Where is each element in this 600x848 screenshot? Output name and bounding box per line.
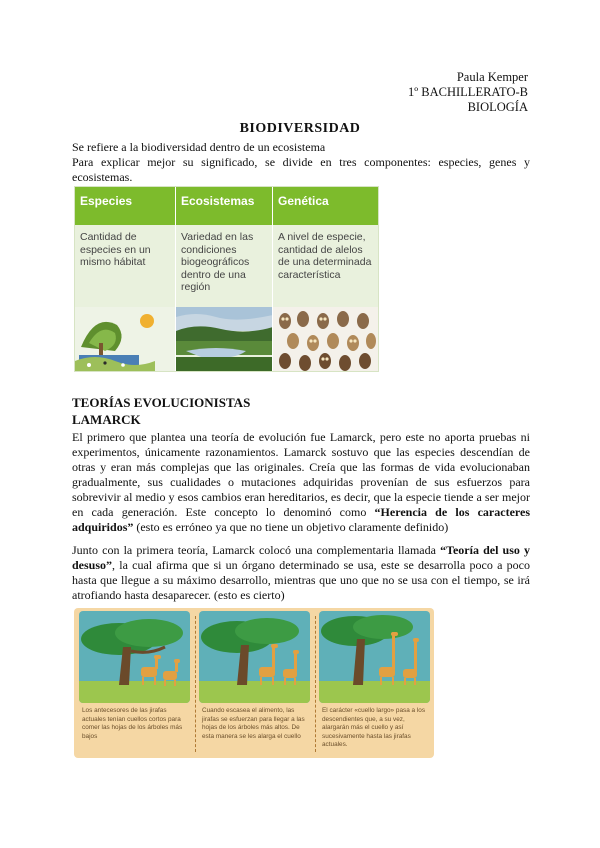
author-name: Paula Kemper	[456, 70, 528, 84]
panel-caption: El carácter «cuello largo» pasa a los descendientes que, a su vez, alargarán más el cuello y así sucesivamente hasta las jirafas actuales.	[322, 707, 426, 748]
biodiversity-table	[74, 186, 379, 372]
panel-caption: Cuando escasea el alimento, las jirafas se esfuerzan para llegar a las hojas de los árboles más altos. De esta manera se les alarga el cuello	[202, 707, 305, 740]
owls-illustration	[273, 307, 379, 371]
concept-herencia: “Herencia de los caracteres adquiridos”	[72, 505, 531, 534]
document-header	[408, 70, 528, 115]
paragraph-lamarck-1	[72, 430, 530, 535]
giraffe-scene-illustration	[199, 611, 310, 703]
column-text: Cantidad de especies en un mismo hábitat	[80, 231, 151, 268]
column-header: Ecosistemas	[181, 194, 255, 208]
panel-caption: Los antecesores de las jirafas actuales tenían cuellos cortos para comer las hojas de los árboles más bajos	[82, 707, 183, 740]
section-subheading: LAMARCK	[72, 412, 141, 427]
giraffe-panel-2	[196, 608, 313, 758]
giraffe-panel-1	[76, 608, 193, 758]
subject-name: BIOLOGÍA	[467, 100, 528, 114]
giraffe-scene-illustration	[79, 611, 190, 703]
ecosystem-illustration	[75, 307, 175, 371]
section-heading: TEORÍAS EVOLUCIONISTAS	[72, 395, 251, 410]
column-text: A nivel de especie, cantidad de alelos de una determinada característica	[278, 231, 372, 281]
table-column-ecosistemas	[175, 187, 273, 371]
column-text: Variedad en las condiciones biogeográficos dentro de una región	[181, 231, 254, 293]
paragraph-text: Junto con la primera teoría, Lamarck colocó una complementaria llamada	[72, 543, 441, 557]
giraffe-scene-illustration	[319, 611, 430, 703]
table-column-especies	[75, 187, 175, 371]
paragraph-note: (esto es erróneo ya que no tiene un objetivo claramente definido)	[133, 520, 449, 534]
giraffe-panel-3	[316, 608, 433, 758]
concept-uso-desuso: “Teoría del uso y desuso”	[72, 543, 530, 572]
table-column-genetica	[272, 187, 379, 371]
column-header: Genética	[278, 194, 329, 208]
landscape-photo	[176, 307, 273, 371]
page-title: BIODIVERSIDAD	[239, 121, 361, 136]
course-name: 1º BACHILLERATO-B	[408, 85, 528, 99]
paragraph-text: El primero que plantea una teoría de evolución fue Lamarck, pero este no aporta pruebas ni experimentos, únicamente razonamientos. Lamarck sostuvo que las especies descendían de otras y eran más complejas que las originales. Creía que las formas de vida evolucionaban gradualmente, sus cualidades o mutaciones adquiridas provenían de sus esfuerzos para sobrevivir al medio y esos cambios eran hereditarios, es decir, que la especie tiende a ser mejor en cada generación. Este concepto lo denominó como	[72, 430, 530, 519]
paragraph-lamarck-2	[72, 543, 530, 603]
column-header: Especies	[80, 194, 133, 208]
intro-line-1: Se refiere a la biodiversidad dentro de un ecosistema	[72, 140, 326, 154]
intro-line-2: Para explicar mejor su significado, se divide en tres componentes: especies, genes y ecosistemas.	[72, 155, 530, 184]
paragraph-note: , la cual afirma que si un órgano determinado se usa, este se desarrolla poco a poco hasta que llegue a su máximo desarrollo, mientras que uno que no se usa con el tiempo, se irá atrofiando hasta desaparecer. (esto es cierto)	[72, 558, 530, 602]
giraffe-evolution-illustration	[74, 608, 434, 758]
